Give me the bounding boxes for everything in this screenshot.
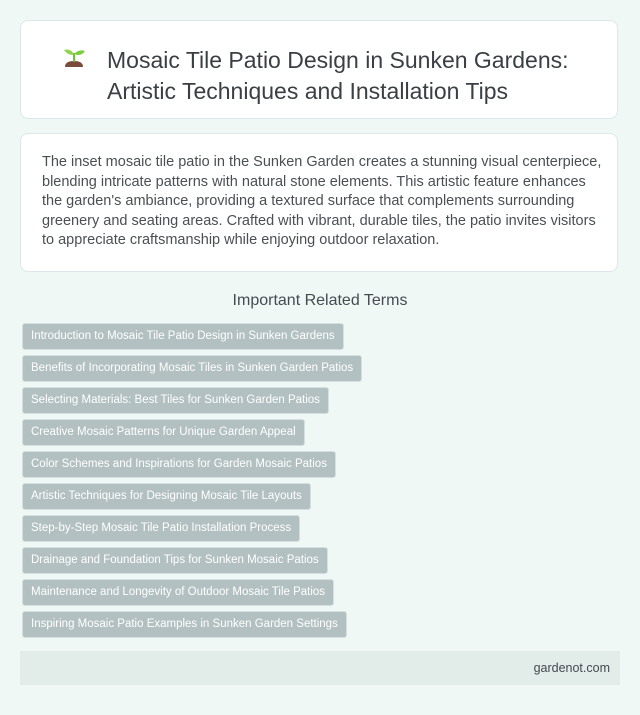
related-term-tag[interactable]: Selecting Materials: Best Tiles for Sunken Garden Patios xyxy=(23,388,328,413)
description-card xyxy=(20,133,618,272)
related-terms-heading: Important Related Terms xyxy=(232,292,408,309)
related-terms-list xyxy=(23,324,361,644)
related-term-tag[interactable]: Benefits of Incorporating Mosaic Tiles in Sunken Garden Patios xyxy=(23,356,361,381)
related-term-tag[interactable]: Step-by-Step Mosaic Tile Patio Installation Process xyxy=(23,516,299,541)
page-title: Mosaic Tile Patio Design in Sunken Gardens: Artistic Techniques and Installation Tips xyxy=(107,47,569,104)
header-inner xyxy=(61,45,577,107)
related-term-tag[interactable]: Artistic Techniques for Designing Mosaic Tile Layouts xyxy=(23,484,310,509)
related-term-tag[interactable]: Inspiring Mosaic Patio Examples in Sunken Garden Settings xyxy=(23,612,346,637)
related-term-tag[interactable]: Color Schemes and Inspirations for Garden Mosaic Patios xyxy=(23,452,335,477)
related-term-tag[interactable]: Drainage and Foundation Tips for Sunken Mosaic Patios xyxy=(23,548,327,573)
footer-site-link[interactable]: gardenot.com xyxy=(533,661,610,675)
related-term-tag[interactable]: Maintenance and Longevity of Outdoor Mosaic Tile Patios xyxy=(23,580,333,605)
footer-bar xyxy=(20,651,620,685)
description-text: The inset mosaic tile patio in the Sunken Garden creates a stunning visual centerpiece, blending intricate patterns with natural stone elements. This artistic feature enhances the garden's ambiance, providing a textured surface that complements surrounding greenery and seating areas. Crafted with vibrant, durable tiles, the patio invites visitors to appreciate craftsmanship while enjoying outdoor relaxation. xyxy=(42,154,602,248)
sprout-icon xyxy=(61,46,87,72)
related-term-tag[interactable]: Creative Mosaic Patterns for Unique Garden Appeal xyxy=(23,420,304,445)
related-term-tag[interactable]: Introduction to Mosaic Tile Patio Design in Sunken Gardens xyxy=(23,324,343,349)
header-card xyxy=(20,20,618,119)
